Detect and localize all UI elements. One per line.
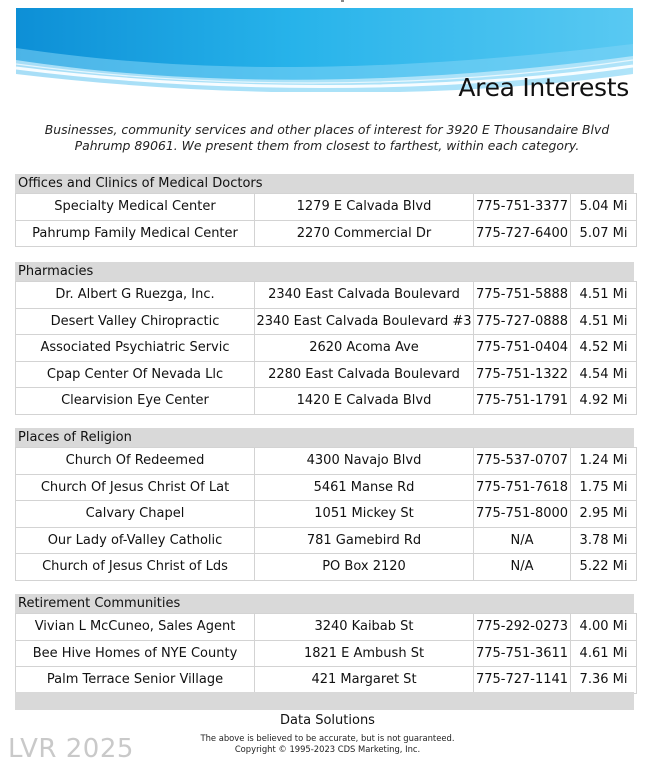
place-address: PO Box 2120: [255, 554, 474, 581]
place-address: 2340 East Calvada Boulevard #3: [255, 308, 474, 335]
listing-watermark: LVR 2025: [8, 734, 134, 764]
table-row: [16, 308, 637, 335]
footer-copyright: Copyright © 1995-2023 CDS Marketing, Inc.: [234, 744, 421, 754]
place-address: 4300 Navajo Blvd: [255, 448, 474, 475]
place-address: 2340 East Calvada Boulevard: [255, 282, 474, 309]
place-name: Specialty Medical Center: [16, 194, 255, 221]
place-phone: 775-751-7618: [474, 474, 571, 501]
place-name: Calvary Chapel: [16, 501, 255, 528]
place-address: 2620 Acoma Ave: [255, 335, 474, 362]
top-strip: [0, 0, 655, 6]
place-name: Palm Terrace Senior Village: [16, 667, 255, 694]
place-name: Associated Psychiatric Servic: [16, 335, 255, 362]
table-row: [16, 361, 637, 388]
footer-divider: [15, 692, 634, 710]
place-phone: 775-537-0707: [474, 448, 571, 475]
place-phone: 775-751-1322: [474, 361, 571, 388]
table-row: [16, 501, 637, 528]
place-distance: 3.78 Mi: [571, 527, 637, 554]
listing-table: [15, 281, 637, 415]
place-distance: 4.00 Mi: [571, 614, 637, 641]
place-distance: 4.51 Mi: [571, 282, 637, 309]
place-phone: 775-751-3611: [474, 640, 571, 667]
listing-table: [15, 193, 637, 247]
place-address: 421 Margaret St: [255, 667, 474, 694]
intro-text: Businesses, community services and other places of interest for 3920 E Thousandaire Blvd Pahrump 89061. We present them from closest to farthest, within each category.: [44, 122, 610, 153]
table-row: [16, 640, 637, 667]
place-distance: 4.52 Mi: [571, 335, 637, 362]
place-name: Dr. Albert G Ruezga, Inc.: [16, 282, 255, 309]
place-distance: 1.75 Mi: [571, 474, 637, 501]
place-distance: 5.07 Mi: [571, 220, 637, 247]
table-row: [16, 220, 637, 247]
place-name: Vivian L McCuneo, Sales Agent: [16, 614, 255, 641]
place-phone: 775-751-3377: [474, 194, 571, 221]
place-phone: 775-727-1141: [474, 667, 571, 694]
place-name: Church Of Jesus Christ Of Lat: [16, 474, 255, 501]
place-address: 1279 E Calvada Blvd: [255, 194, 474, 221]
place-address: 1420 E Calvada Blvd: [255, 388, 474, 415]
section-title: Offices and Clinics of Medical Doctors: [15, 174, 634, 193]
place-distance: 1.24 Mi: [571, 448, 637, 475]
place-name: Church Of Redeemed: [16, 448, 255, 475]
place-name: Bee Hive Homes of NYE County: [16, 640, 255, 667]
footer-company: Data Solutions: [280, 713, 375, 728]
table-row: [16, 614, 637, 641]
place-distance: 2.95 Mi: [571, 501, 637, 528]
place-name: Pahrump Family Medical Center: [16, 220, 255, 247]
place-name: Clearvision Eye Center: [16, 388, 255, 415]
place-distance: 4.51 Mi: [571, 308, 637, 335]
place-name: Church of Jesus Christ of Lds: [16, 554, 255, 581]
section-title: Retirement Communities: [15, 594, 634, 613]
place-distance: 4.92 Mi: [571, 388, 637, 415]
table-row: [16, 194, 637, 221]
table-row: [16, 335, 637, 362]
place-address: 2280 East Calvada Boulevard: [255, 361, 474, 388]
page-title: Area Interests: [458, 73, 629, 102]
place-name: Desert Valley Chiropractic: [16, 308, 255, 335]
listing-table: [15, 447, 637, 581]
place-phone: N/A: [474, 554, 571, 581]
table-row: [16, 527, 637, 554]
place-phone: 775-751-0404: [474, 335, 571, 362]
section-title: Places of Religion: [15, 428, 634, 447]
place-address: 1821 E Ambush St: [255, 640, 474, 667]
section-title: Pharmacies: [15, 262, 634, 281]
place-name: Cpap Center Of Nevada Llc: [16, 361, 255, 388]
section-religion: [15, 428, 634, 581]
place-distance: 4.54 Mi: [571, 361, 637, 388]
place-distance: 4.61 Mi: [571, 640, 637, 667]
place-phone: 775-751-8000: [474, 501, 571, 528]
place-phone: N/A: [474, 527, 571, 554]
place-phone: 775-727-6400: [474, 220, 571, 247]
table-row: [16, 474, 637, 501]
place-address: 3240 Kaibab St: [255, 614, 474, 641]
section-pharmacies: [15, 262, 634, 415]
table-row: [16, 667, 637, 694]
place-address: 5461 Manse Rd: [255, 474, 474, 501]
place-address: 2270 Commercial Dr: [255, 220, 474, 247]
place-distance: 5.04 Mi: [571, 194, 637, 221]
place-phone: 775-751-5888: [474, 282, 571, 309]
top-mark: [341, 0, 344, 2]
place-phone: 775-292-0273: [474, 614, 571, 641]
place-name: Our Lady of-Valley Catholic: [16, 527, 255, 554]
place-distance: 7.36 Mi: [571, 667, 637, 694]
listing-table: [15, 613, 637, 694]
table-row: [16, 448, 637, 475]
section-retirement: [15, 594, 634, 694]
section-medical-doctors: [15, 174, 634, 247]
place-phone: 775-727-0888: [474, 308, 571, 335]
place-address: 1051 Mickey St: [255, 501, 474, 528]
table-row: [16, 554, 637, 581]
footer-disclaimer: The above is believed to be accurate, but is not guaranteed.: [200, 733, 455, 743]
table-row: [16, 282, 637, 309]
place-address: 781 Gamebird Rd: [255, 527, 474, 554]
place-distance: 5.22 Mi: [571, 554, 637, 581]
place-phone: 775-751-1791: [474, 388, 571, 415]
table-row: [16, 388, 637, 415]
